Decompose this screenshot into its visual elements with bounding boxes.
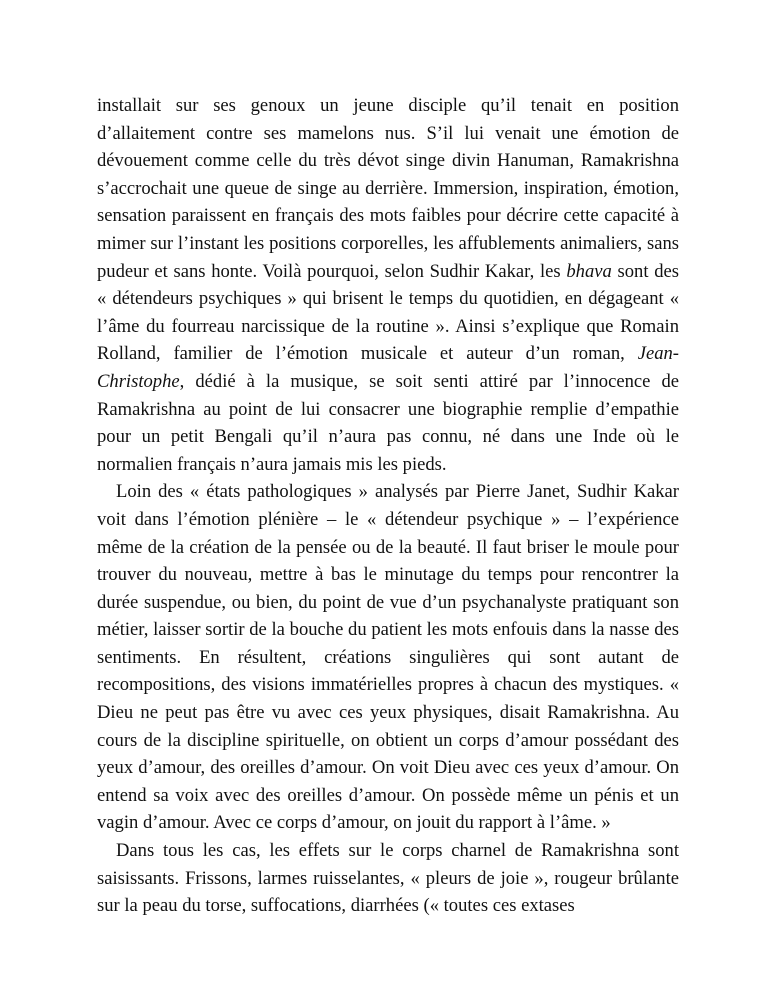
- text-segment: Loin des « états pathologiques » analysés par Pierre Janet, Sudhir Kakar voit dans l’émotion plénière – le « détendeur psychique » – l’expérience même de la création de la pensée ou de la beauté. Il faut briser le moule pour trouver du nouveau, mettre à bas le minutage du temps pour rencontrer la durée suspendue, ou bien, du point de vue d’un psychanalyste pratiquant son métier, laisser sortir de la bouche du patient les mots enfouis dans la nasse des sentiments. En résultent, créations singulières qui sont autant de recompositions, des visions immatérielles propres à chacun des mystiques. « Dieu ne peut pas être vu avec ces yeux physiques, disait Ramakrishna. Au cours de la discipline spirituelle, on obtient un corps d’amour possédant des yeux d’amour, des oreilles d’amour. On voit Dieu avec ces yeux d’amour. On entend sa voix avec des oreilles d’amour. On possède même un pénis et un vagin d’amour. Avec ce corps d’amour, on jouit du rapport à l’âme. »: [97, 481, 679, 834]
- italic-term-bhava: bhava: [566, 260, 612, 282]
- paragraph-2: [97, 478, 679, 837]
- text-segment: installait sur ses genoux un jeune disciple qu’il tenait en position d’allaitement contre ses mamelons nus. S’il lui venait une émotion de dévouement comme celle du très dévot singe divin Hanuman, Ramakrishna s’accrochait une queue de singe au derrière. Immersion, inspiration, émotion, sensation paraissent en français des mots faibles pour décrire cette capacité à mimer sur l’instant les positions corporelles, les affublements animaliers, sans pudeur et sans honte. Voilà pourquoi, selon Sudhir Kakar, les: [97, 95, 679, 282]
- document-page: [97, 92, 679, 920]
- text-segment: sont des « détendeurs psychiques » qui brisent le temps du quotidien, en dégageant « l’âme du fourreau narcissique de la routine ». Ainsi s’explique que Romain Rolland, familier de l’émotion musicale et auteur d’un roman,: [97, 260, 680, 365]
- paragraph-3: [97, 837, 679, 920]
- paragraph-1: [97, 92, 679, 478]
- italic-title-jean-christophe: Jean-Christophe: [97, 343, 679, 392]
- text-segment: , dédié à la musique, se soit senti attiré par l’innocence de Ramakrishna au point de lui consacrer une biographie remplie d’empathie pour un petit Bengali qu’il n’aura pas connu, né dans une Inde où le normalien français n’aura jamais mis les pieds.: [97, 370, 679, 475]
- text-segment: Dans tous les cas, les effets sur le corps charnel de Ramakrishna sont saisissants. Frissons, larmes ruisselantes, « pleurs de joie », rougeur brûlante sur la peau du torse, suffocations, diarrhées (« toutes ces extases: [97, 840, 679, 917]
